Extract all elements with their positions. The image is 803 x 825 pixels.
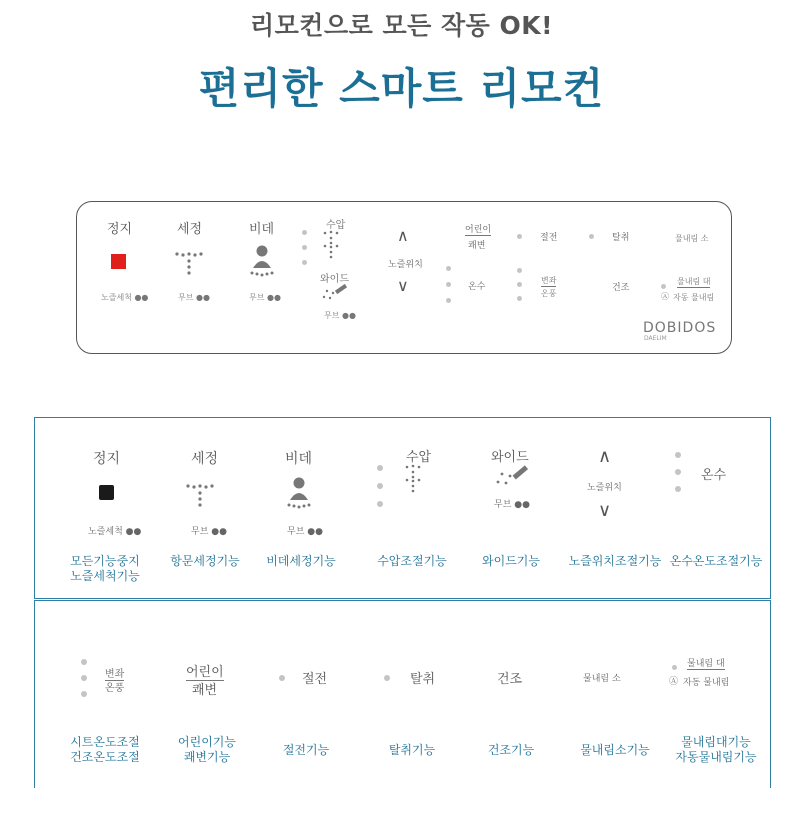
temperature-level-dot [675, 486, 681, 492]
t2-dry-label: 건조 [497, 672, 523, 687]
t1-feature-7 [661, 554, 771, 569]
t1-stop-label: 정지 [93, 451, 121, 467]
feature-text: 자동물내림기능 [675, 750, 757, 764]
temperature-level-dot [446, 266, 451, 271]
remote-bidet-label: 비데 [249, 222, 275, 237]
wide-spray-icon [495, 464, 531, 490]
t2-feature-2 [157, 735, 257, 765]
flush-large-dot [672, 665, 677, 670]
t2-child-label: 어린이 [186, 661, 224, 681]
feature-text: 노즐세척기능 [70, 569, 140, 583]
t2-seat-label: 변좌 [105, 665, 124, 681]
feature-text: 탈취기능 [388, 743, 436, 757]
page-title: 편리한 스마트 리모컨 [198, 64, 605, 113]
seat-level-dot [81, 691, 87, 697]
seat-level-dot [517, 296, 522, 301]
water-pressure-icon[interactable] [321, 230, 351, 262]
feature-text: 절전기능 [282, 743, 330, 757]
t2-dry-temp-label: 온풍 [105, 683, 125, 694]
remote-move-wash-label: 무브 ●● [178, 293, 210, 302]
feature-text: 시트온도조절 [70, 735, 140, 749]
pressure-level-dot [377, 501, 383, 507]
remote-seat-label: 변좌 [541, 276, 557, 285]
power-save-dot [517, 234, 522, 239]
nozzle-down-chevron-icon: ∨ [598, 500, 612, 521]
feature-text: 어린이기능 [178, 735, 236, 749]
stop-square-icon [99, 485, 114, 500]
feature-text: 물내림대기능 [681, 735, 751, 749]
remote-nozzle-clean-label: 노즐세척 ●● [101, 293, 149, 302]
t1-move-wide-label: 무브 ●● [494, 500, 530, 510]
remote-stool-label: 쾌변 [468, 241, 486, 251]
remote-flush-large-label: 물내림 대 [677, 277, 711, 286]
t2-auto-flush-label: 자동 물내림 [683, 678, 730, 688]
page-subtitle: 리모컨으로 모든 작동 OK! [250, 11, 553, 40]
t2-deodorize-label: 탈취 [410, 672, 436, 687]
remote-deodorize-label: 탈취 [612, 233, 630, 243]
remote-nozzle-position-label: 노즐위치 [388, 260, 423, 270]
stop-square-icon[interactable] [111, 254, 126, 269]
feature-text: 온수온도조절기능 [669, 554, 763, 568]
feature-text: 수압조절기능 [377, 554, 447, 568]
wash-spray-icon [184, 482, 224, 512]
temperature-level-dot [675, 452, 681, 458]
feature-text: 모든기능중지 [70, 554, 140, 568]
bidet-person-icon[interactable] [249, 244, 279, 280]
auto-flush-icon[interactable]: Ⓐ [661, 292, 669, 301]
remote-dry-label: 건조 [612, 283, 630, 293]
brand-logo: DOBIDOS [643, 320, 717, 336]
pressure-level-dot [302, 245, 307, 250]
remote-dry-temp-label: 온풍 [541, 289, 557, 298]
seat-level-dot [81, 675, 87, 681]
t2-feature-5 [461, 743, 561, 758]
remote-water-pressure-label: 수압 [326, 220, 346, 231]
remote-child-label: 어린이 [465, 222, 491, 236]
t1-feature-6 [560, 554, 670, 569]
t1-wide-label: 와이드 [491, 450, 529, 465]
remote-control-panel [76, 201, 732, 354]
pressure-level-dot [377, 483, 383, 489]
bidet-person-icon [286, 476, 316, 512]
seat-level-dot [517, 282, 522, 287]
t1-feature-2 [155, 554, 255, 569]
t2-flush-large-label: 물내림 대 [687, 656, 725, 670]
t2-flush-small-label: 물내림 소 [583, 674, 621, 684]
remote-stop-label: 정지 [107, 222, 133, 237]
t1-bidet-label: 비데 [285, 451, 313, 467]
t1-feature-5 [461, 554, 561, 569]
t2-feature-4 [362, 743, 462, 758]
t2-feature-1 [55, 735, 155, 765]
nozzle-down-chevron-icon[interactable]: ∨ [397, 276, 409, 295]
wash-spray-icon[interactable] [173, 250, 213, 280]
pressure-level-dot [377, 465, 383, 471]
seat-level-dot [517, 268, 522, 273]
t1-temperature-label: 온수 [701, 468, 727, 483]
feature-text: 항문세정기능 [170, 554, 240, 568]
remote-wide-label: 와이드 [320, 274, 349, 285]
wide-spray-icon[interactable] [321, 284, 349, 304]
feature-text: 쾌변기능 [183, 750, 231, 764]
t2-feature-6 [560, 743, 670, 758]
remote-auto-flush-label: 자동 물내림 [673, 293, 715, 302]
remote-power-save-label: 절전 [540, 233, 558, 243]
pressure-level-dot [302, 260, 307, 265]
feature-text: 와이드기능 [482, 554, 540, 568]
feature-text: 비데세정기능 [266, 554, 336, 568]
remote-move-wide-label: 무브 ●● [324, 311, 356, 320]
nozzle-up-chevron-icon: ∧ [598, 446, 612, 467]
t1-water-pressure-label: 수압 [406, 450, 432, 465]
feature-text: 건조기능 [487, 743, 535, 757]
t2-stool-label: 쾌변 [192, 683, 218, 698]
t2-feature-3 [256, 743, 356, 758]
feature-text: 물내림소기능 [580, 743, 650, 757]
t1-move-bidet-label: 무브 ●● [287, 527, 323, 537]
nozzle-up-chevron-icon[interactable]: ∧ [397, 226, 409, 245]
temperature-level-dot [446, 298, 451, 303]
deodorize-dot [384, 675, 390, 681]
remote-temperature-label: 온수 [468, 282, 486, 292]
feature-table-2 [34, 600, 771, 788]
t1-feature-3 [251, 554, 351, 569]
remote-move-bidet-label: 무브 ●● [249, 293, 281, 302]
remote-wash-label: 세정 [177, 222, 203, 237]
temperature-level-dot [675, 469, 681, 475]
t1-nozzle-position-label: 노즐위치 [587, 483, 622, 493]
seat-level-dot [81, 659, 87, 665]
feature-text: 건조온도조절 [70, 750, 140, 764]
pressure-level-dot [302, 230, 307, 235]
feature-table-1 [34, 417, 771, 599]
deodorize-dot [589, 234, 594, 239]
water-pressure-icon [403, 464, 433, 496]
feature-text: 노즐위치조절기능 [568, 554, 662, 568]
t1-wash-label: 세정 [191, 451, 219, 467]
flush-large-dot [661, 284, 666, 289]
temperature-level-dot [446, 282, 451, 287]
t1-nozzle-clean-label: 노즐세척 ●● [88, 527, 142, 537]
power-save-dot [279, 675, 285, 681]
t1-feature-4 [362, 554, 462, 569]
remote-flush-small-label: 물내림 소 [675, 234, 709, 243]
brand-sub-logo: DAELIM [644, 335, 667, 342]
auto-flush-icon: Ⓐ [669, 677, 679, 687]
t1-move-wash-label: 무브 ●● [191, 527, 227, 537]
t2-feature-7 [661, 735, 771, 765]
t1-feature-1 [55, 554, 155, 584]
t2-power-save-label: 절전 [302, 672, 328, 687]
